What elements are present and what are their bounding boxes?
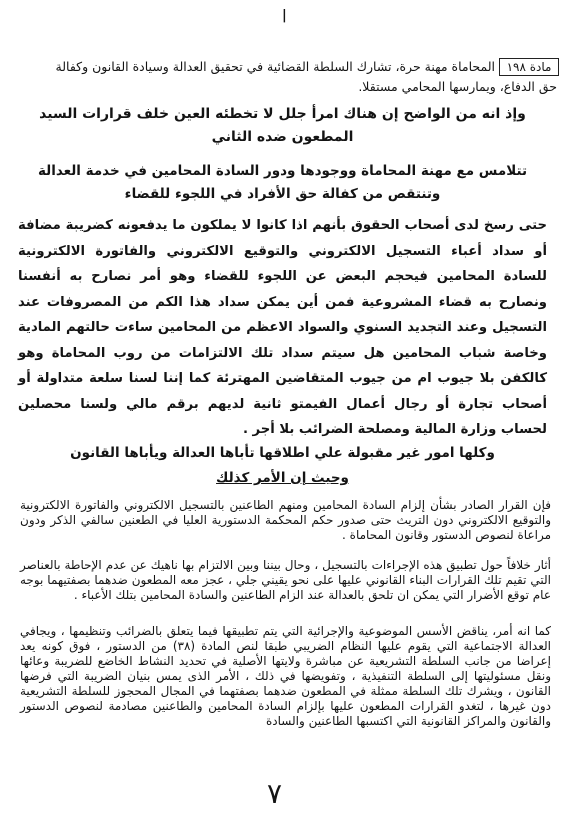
bold-line-final: وكلها امور غير مقبولة علي اطلاقها تأباها العدالة ويأباها القانون xyxy=(70,445,495,461)
body-paragraph-2: أثار خلافاً حول تطبيق هذه الإجراءات بالتسجيل ، وحال بيننا وبين الالتزام بها ناهيك عن عدم الإحاطة بالعناصر التي تقيم تلك القرارات البناء القانوني عليها على نحو يقيني جلي ، عجز معه المطعون ضدهما بصفتيهما بوجه عام توقع الأضرار التي يمكن ان تلحق بالعدالة عند الزام الطاعنين والسادة المحامين بتلك الأعباء . xyxy=(20,558,551,602)
page-number: ٧ xyxy=(267,777,283,810)
bold-paragraph: حتى رسخ لدى أصحاب الحقوق بأنهم اذا كانوا لا يملكون ما يدفعونه كضريبة مضافة أو سداد أعباء التسجيل الالكتروني والتوقيع الالكتروني والفاتورة الالكترونية للسادة المحامين فيحجم البعض عن اللجوء للقضاء وهو أمر نصارح به أنفسنا ونصارح به قضاء المشروعية فمن أين يمكن سداد هذا الكم من المصروفات عند التسجيل وعند التجديد السنوي والسواد الاعظم من المحامين ساءت حالتهم المادية وخاصة شباب المحامين هل سيتم سداد تلك الالتزامات من روب المحاماة وهو كالكفن بلا جيوب ام من جيوب المتقاضين المهترئة كما إننا لسنا سلعة متداولة أو أصحاب تجارة أو رجال أعمال الفيمتو ثانية لديهم برقم مالي ولسنا محصلين لحساب وزارة المالية ومصلحة الضرائب بلا أجر . xyxy=(18,218,547,437)
article-text-line2: حق الدفاع، ويمارسها المحامي مستقلا. xyxy=(358,79,557,94)
headline-2: تتلامس مع مهنة المحاماة ووجودها ودور السادة المحامين في خدمة العدالة xyxy=(37,163,528,179)
article-label-box: مادة ١٩٨ xyxy=(499,58,559,76)
body-paragraph-3: كما انه أمر، يناقض الأسس الموضوعية والإجرائية التي يتم تطبيقها فيما يتعلق بالضرائب وتنظيمها ، ويجافي العدالة الاجتماعية التي يقوم عليها النظام الضريبي طبقا لنص المادة (٣٨) من الدستور ، فوق كونه يعد إعراضا من جانب السلطة التشريعية عن مباشرة ولايتها الأصلية في تحديد النشاط الخاضع للضريبة وعائها ونقل مسئوليتها إلى السلطة التنفيذية ، وتفويضها في ذلك ، الأمر الذى يمس بنيان الضريبة التي فرضها القانون ، ويشرك تلك السلطة ممثلة في المطعون ضدهما بصفتهما في المجال المحجوز للسلطة التشريعية دون غيرها ، لتغدو القرارات المطعون عليها بإلزام السادة المحامين والطاعنين مصادمة لنصوص الدستور والقانون والمراكز القانونية التي اكتسبها الطاعنين والسادة xyxy=(20,624,551,728)
headline-3: وتنتقص من كفالة حق الأفراد في اللجوء للقضاء xyxy=(124,186,441,202)
article-text-line1: المحاماة مهنة حرة، تشارك السلطة القضائية في تحقيق العدالة وسيادة القانون وكفالة xyxy=(55,59,495,74)
bold-heading-final: وحيث إن الأمر كذلك xyxy=(216,470,349,486)
headline-1: وإذ انه من الواضح إن هناك امرأ جلل لا تخطئه العين خلف قرارات السيد المطعون ضده الثاني xyxy=(39,106,526,145)
body-paragraph-1: فإن القرار الصادر بشأن إلزام السادة المحامين ومنهم الطاعنين بالتسجيل الالكتروني والفاتورة الالكترونية والتوقيع الالكتروني دون التريث حتى صدور حكم المحكمة الدستورية العليا في الطعنين سالفي الذكر ودون مراعاة لنصوص الدستور وقانون المحاماة . xyxy=(20,498,551,542)
top-mark: | xyxy=(282,8,287,23)
